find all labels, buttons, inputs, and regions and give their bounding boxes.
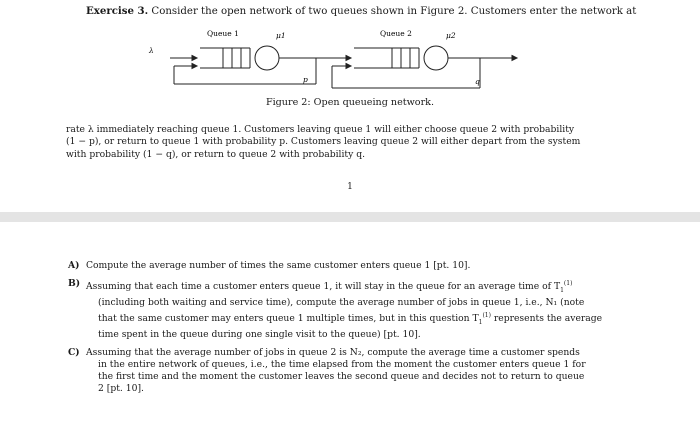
exercise-intro: Consider the open network of two queues shown in Figure 2. Customers enter the network at [151,6,637,17]
queue2-label: Queue 2 [380,29,412,38]
lambda-label: λ [149,46,154,55]
question-line: Assuming that each time a customer enters queue 1, it will stay in the queue for an average time of $T_1^{(1)}$ [86,280,573,295]
question-line: (including both waiting and service time), compute the average number of jobs in queue 1, i.e., N₁ (note [98,297,585,309]
queue2-buffer [354,48,419,68]
page-separator [0,212,700,222]
exercise-label: Exercise 3. [86,5,149,17]
question-b [68,278,623,341]
question-line: 2 [pt. 10]. [98,383,144,395]
question-line: time spent in the queue during one single visit to the queue) [pt. 10]. [98,328,421,340]
question-line: Assuming that the average number of jobs in queue 2 is N₂, compute the average time a customer spends [86,346,580,358]
queue1-label: Queue 1 [207,29,239,38]
question-tag: C) [68,346,80,358]
question-a [68,260,623,272]
arrival-arrowhead [192,56,197,61]
question-c [68,347,623,396]
paragraph-line: with probability (1 − q), or return to queue 2 with probability q. [66,148,365,160]
figure-caption: Figure 2: Open queueing network. [265,97,435,108]
q-label: q [475,77,480,86]
exercise-heading [86,5,646,18]
document-page-1 [0,0,700,212]
server1-circle [255,46,279,70]
page-number: 1 [347,182,353,192]
server2-circle [424,46,448,70]
queue1-buffer [200,48,250,68]
document-page-2 [0,222,700,429]
p-label: p [303,75,308,84]
problem-paragraph [66,124,626,161]
question-tag: A) [68,260,80,271]
question-line: the first time and the moment the customer leaves the second queue and decides not to return to queue [98,371,585,383]
mu1-label: μ1 [276,31,286,40]
question-tag: B) [68,278,81,290]
paragraph-line: (1 − p), or return to queue 1 with probability p. Customers leaving queue 2 will either depart from the system [66,136,581,148]
question-list [68,260,623,402]
paragraph-line: rate λ immediately reaching queue 1. Customers leaving queue 1 will either choose queue 2 with probability [66,124,575,135]
question-line: in the entire network of queues, i.e., the time elapsed from the moment the customer enters queue 1 for [98,359,586,370]
question-line: that the same customer may enters queue 1 multiple times, but in this question $T_1^{(1)}$ represents the average [98,311,603,326]
question-line: Compute the average number of times the same customer enters queue 1 [pt. 10]. [86,260,471,271]
queue-network-figure [140,22,540,102]
mu2-label: μ2 [446,31,456,40]
